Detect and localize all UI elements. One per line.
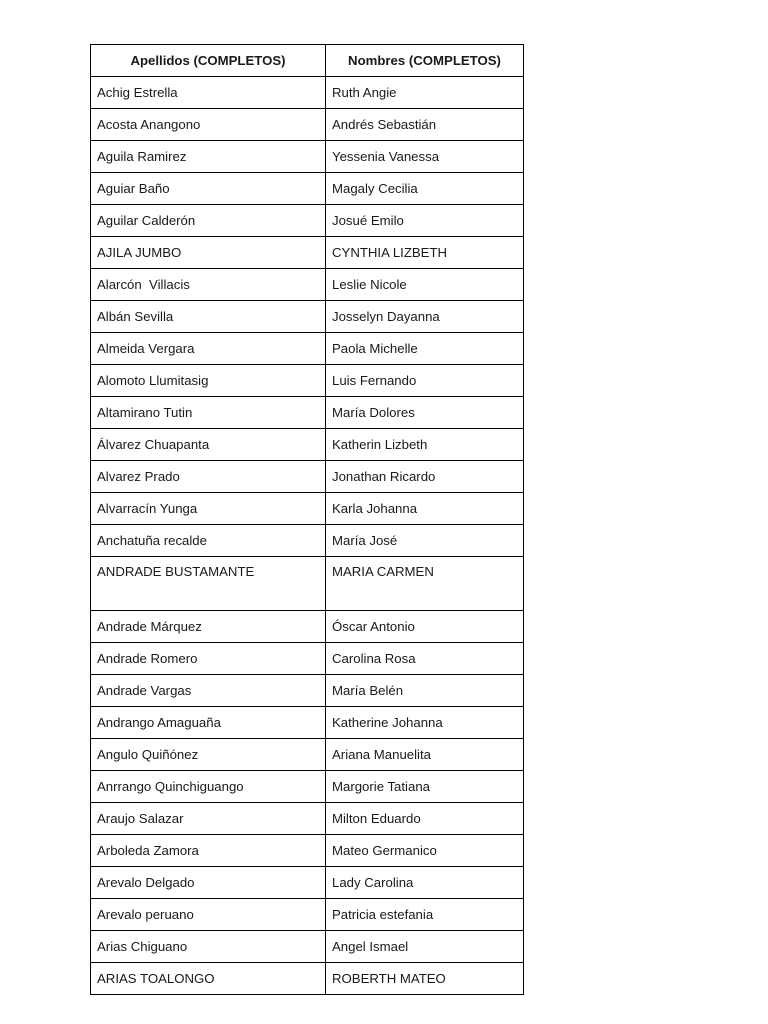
table-row bbox=[91, 525, 524, 557]
surnames-cell: Álvarez Chuapanta bbox=[91, 429, 326, 461]
table-row bbox=[91, 269, 524, 301]
given-names-cell: Magaly Cecilia bbox=[326, 173, 524, 205]
given-names-cell: Yessenia Vanessa bbox=[326, 141, 524, 173]
given-names-cell: Katherin Lizbeth bbox=[326, 429, 524, 461]
surnames-cell: Alomoto Llumitasig bbox=[91, 365, 326, 397]
table-row bbox=[91, 899, 524, 931]
surnames-cell: Achig Estrella bbox=[91, 77, 326, 109]
table-row bbox=[91, 365, 524, 397]
surnames-cell: Araujo Salazar bbox=[91, 803, 326, 835]
table-row bbox=[91, 173, 524, 205]
table-row bbox=[91, 301, 524, 333]
table-row bbox=[91, 109, 524, 141]
surnames-cell: Andrade Romero bbox=[91, 643, 326, 675]
given-names-cell: Óscar Antonio bbox=[326, 611, 524, 643]
surnames-cell: ANDRADE BUSTAMANTE bbox=[91, 557, 326, 611]
given-names-cell: Margorie Tatiana bbox=[326, 771, 524, 803]
surnames-cell: Angulo Quiñónez bbox=[91, 739, 326, 771]
table-row bbox=[91, 707, 524, 739]
given-names-cell: María José bbox=[326, 525, 524, 557]
given-names-cell: CYNTHIA LIZBETH bbox=[326, 237, 524, 269]
given-names-cell: Milton Eduardo bbox=[326, 803, 524, 835]
given-names-cell: María Dolores bbox=[326, 397, 524, 429]
given-names-cell: María Belén bbox=[326, 675, 524, 707]
table-row bbox=[91, 205, 524, 237]
table-row bbox=[91, 771, 524, 803]
given-names-column-header: Nombres (COMPLETOS) bbox=[326, 45, 524, 77]
table-body bbox=[91, 77, 524, 995]
table-row bbox=[91, 675, 524, 707]
table-row bbox=[91, 611, 524, 643]
surnames-cell: Andrade Márquez bbox=[91, 611, 326, 643]
table-header bbox=[91, 45, 524, 77]
given-names-cell: Karla Johanna bbox=[326, 493, 524, 525]
table-row bbox=[91, 77, 524, 109]
given-names-cell: Ariana Manuelita bbox=[326, 739, 524, 771]
given-names-cell: Lady Carolina bbox=[326, 867, 524, 899]
given-names-cell: Patricia estefania bbox=[326, 899, 524, 931]
table-row bbox=[91, 643, 524, 675]
given-names-cell: Angel Ismael bbox=[326, 931, 524, 963]
surnames-cell: Almeida Vergara bbox=[91, 333, 326, 365]
given-names-cell: Paola Michelle bbox=[326, 333, 524, 365]
surnames-cell: Acosta Anangono bbox=[91, 109, 326, 141]
given-names-cell: Luis Fernando bbox=[326, 365, 524, 397]
surnames-cell: ARIAS TOALONGO bbox=[91, 963, 326, 995]
given-names-cell: Andrés Sebastián bbox=[326, 109, 524, 141]
given-names-cell: Josselyn Dayanna bbox=[326, 301, 524, 333]
table-row bbox=[91, 557, 524, 611]
surnames-cell: Anchatuña recalde bbox=[91, 525, 326, 557]
table-row bbox=[91, 931, 524, 963]
table-row bbox=[91, 739, 524, 771]
table-row bbox=[91, 141, 524, 173]
surnames-cell: Arboleda Zamora bbox=[91, 835, 326, 867]
student-names-table bbox=[90, 44, 524, 995]
surnames-cell: Andrango Amaguaña bbox=[91, 707, 326, 739]
given-names-cell: Mateo Germanico bbox=[326, 835, 524, 867]
surnames-cell: Arevalo peruano bbox=[91, 899, 326, 931]
surnames-cell: Aguiar Baño bbox=[91, 173, 326, 205]
table-row bbox=[91, 461, 524, 493]
given-names-cell: MARIA CARMEN bbox=[326, 557, 524, 611]
given-names-cell: Ruth Angie bbox=[326, 77, 524, 109]
table-row bbox=[91, 429, 524, 461]
given-names-cell: Josué Emilo bbox=[326, 205, 524, 237]
surnames-column-header: Apellidos (COMPLETOS) bbox=[91, 45, 326, 77]
table-row bbox=[91, 803, 524, 835]
table-row bbox=[91, 237, 524, 269]
table-row bbox=[91, 397, 524, 429]
given-names-cell: Leslie Nicole bbox=[326, 269, 524, 301]
surnames-cell: Andrade Vargas bbox=[91, 675, 326, 707]
table-row bbox=[91, 493, 524, 525]
table-row bbox=[91, 835, 524, 867]
given-names-cell: ROBERTH MATEO bbox=[326, 963, 524, 995]
surnames-cell: Arias Chiguano bbox=[91, 931, 326, 963]
given-names-cell: Katherine Johanna bbox=[326, 707, 524, 739]
surnames-cell: Aguila Ramirez bbox=[91, 141, 326, 173]
surnames-cell: Arevalo Delgado bbox=[91, 867, 326, 899]
header-row bbox=[91, 45, 524, 77]
surnames-cell: Albán Sevilla bbox=[91, 301, 326, 333]
surnames-cell: Anrrango Quinchiguango bbox=[91, 771, 326, 803]
surnames-cell: Alvarracín Yunga bbox=[91, 493, 326, 525]
surnames-cell: Alvarez Prado bbox=[91, 461, 326, 493]
surnames-cell: AJILA JUMBO bbox=[91, 237, 326, 269]
given-names-cell: Jonathan Ricardo bbox=[326, 461, 524, 493]
table-row bbox=[91, 333, 524, 365]
surnames-cell: Aguilar Calderón bbox=[91, 205, 326, 237]
surnames-cell: Alarcón Villacis bbox=[91, 269, 326, 301]
surnames-cell: Altamirano Tutin bbox=[91, 397, 326, 429]
table-row bbox=[91, 963, 524, 995]
table-row bbox=[91, 867, 524, 899]
given-names-cell: Carolina Rosa bbox=[326, 643, 524, 675]
